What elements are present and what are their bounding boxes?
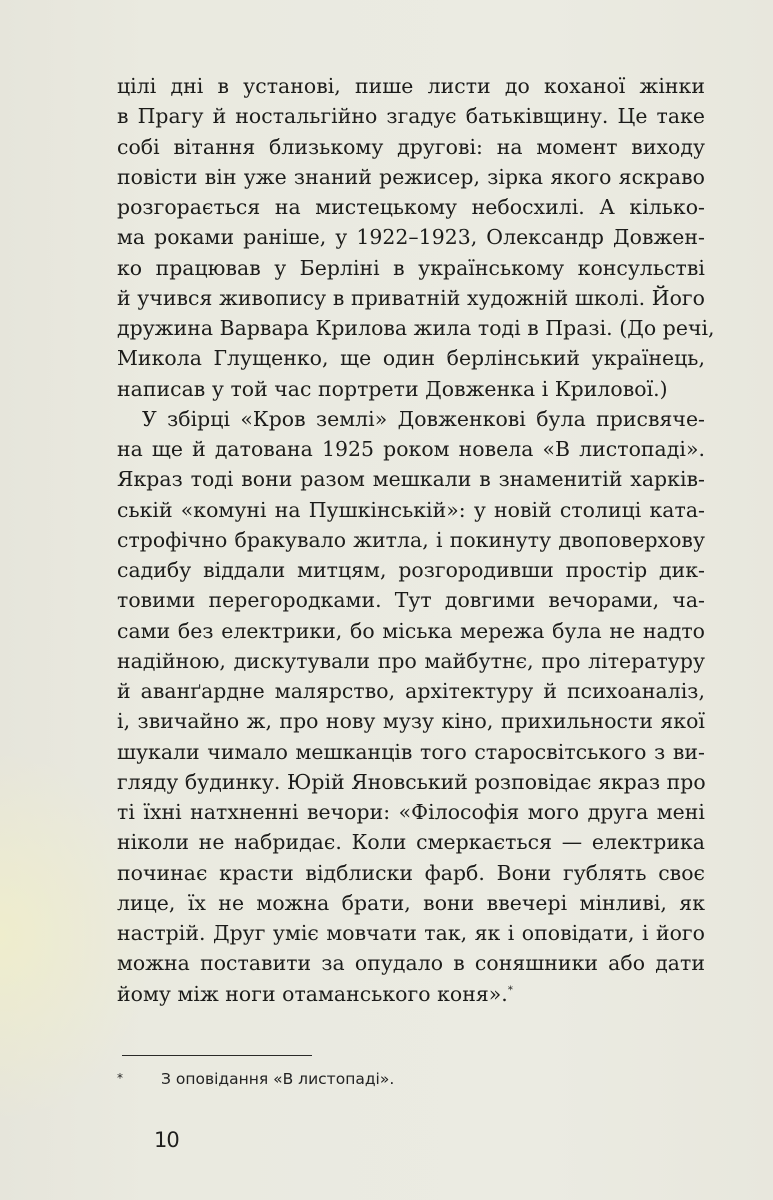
- text-line: повісти він уже знаний режисер, зірка якого яскраво: [117, 164, 705, 189]
- text-line: ті їхні натхненні вечори: «Філософія мого друга мені: [117, 800, 705, 824]
- text-line: написав у той час портрети Довженка і Крилової.): [117, 376, 668, 401]
- text-line: можна поставити за опудало в соняшники або дати: [117, 951, 705, 976]
- text-line: дружина Варвара Крилова жила тоді в Празі. (До речі,: [117, 316, 715, 340]
- text-line: настрій. Друг уміє мовчати так, як і оповідати, і його: [117, 921, 705, 945]
- text-line: розгорається на мистецькому небосхилі. А кілько-: [117, 195, 705, 219]
- text-line: й аванґардне малярство, архітектуру й психоаналіз,: [117, 679, 705, 703]
- text-line: й учився живопису в приватній художній школі. Його: [117, 285, 705, 310]
- footnote: [117, 1070, 394, 1088]
- text-line: ській «комуні на Пушкінській»: у новій столиці ката-: [117, 497, 705, 522]
- text-line: товими перегородками. Тут довгими вечорами, ча-: [117, 588, 705, 613]
- page-number: 10: [154, 1128, 179, 1152]
- footnote-divider: [122, 1055, 312, 1056]
- text-line: Микола Глущенко, ще один берлінський українець,: [117, 346, 705, 371]
- text-line: і, звичайно ж, про нову музу кіно, прихильности якої: [117, 709, 705, 734]
- text-line-content: йому між ноги отаманського коня».: [117, 981, 508, 1006]
- footnote-text: З оповідання «В листопаді».: [161, 1070, 395, 1088]
- text-line: на ще й датована 1925 роком новела «В листопаді».: [117, 437, 705, 461]
- body-text: [117, 71, 717, 1009]
- text-line: собі вітання близькому другові: на момент виходу: [117, 134, 705, 159]
- text-line: У збірці «Кров землі» Довженкові була присвяче-: [142, 406, 705, 431]
- text-line: садибу віддали митцям, розгородивши простір дик-: [117, 558, 705, 582]
- footnote-reference[interactable]: *: [507, 984, 513, 996]
- text-line: ма роками раніше, у 1922–1923, Олександр Довжен-: [117, 225, 705, 250]
- text-line: сами без електрики, бо міська мережа була не надто: [117, 618, 705, 643]
- text-line: цілі дні в установі, пише листи до коханої жінки: [117, 74, 705, 98]
- text-line: лице, їх не можна брати, вони ввечері мінливі, як: [117, 890, 705, 915]
- text-line: надійною, дискутували про майбутнє, про літературу: [117, 648, 705, 673]
- text-line-with-footnote-ref: [117, 979, 705, 1009]
- paragraph-1: [117, 71, 717, 404]
- text-line: ніколи не набридає. Коли смеркається — електрика: [117, 830, 705, 855]
- text-line: шукали чимало мешканців того старосвітського з ви-: [117, 739, 705, 764]
- text-line: строфічно бракувало житла, і покинуту двоповерхову: [117, 527, 705, 552]
- text-line: починає красти відблиски фарб. Вони гублять своє: [117, 860, 705, 885]
- text-line: Якраз тоді вони разом мешкали в знаменитій харків-: [117, 467, 705, 492]
- text-line: ко працював у Берліні в українському консульстві: [117, 255, 705, 280]
- text-line: гляду будинку. Юрій Яновський розповідає якраз про: [117, 769, 706, 794]
- paragraph-2: [117, 404, 717, 1009]
- text-line: в Прагу й ностальгійно згадує батьківщину. Це таке: [117, 104, 705, 129]
- footnote-mark: *: [117, 1071, 123, 1085]
